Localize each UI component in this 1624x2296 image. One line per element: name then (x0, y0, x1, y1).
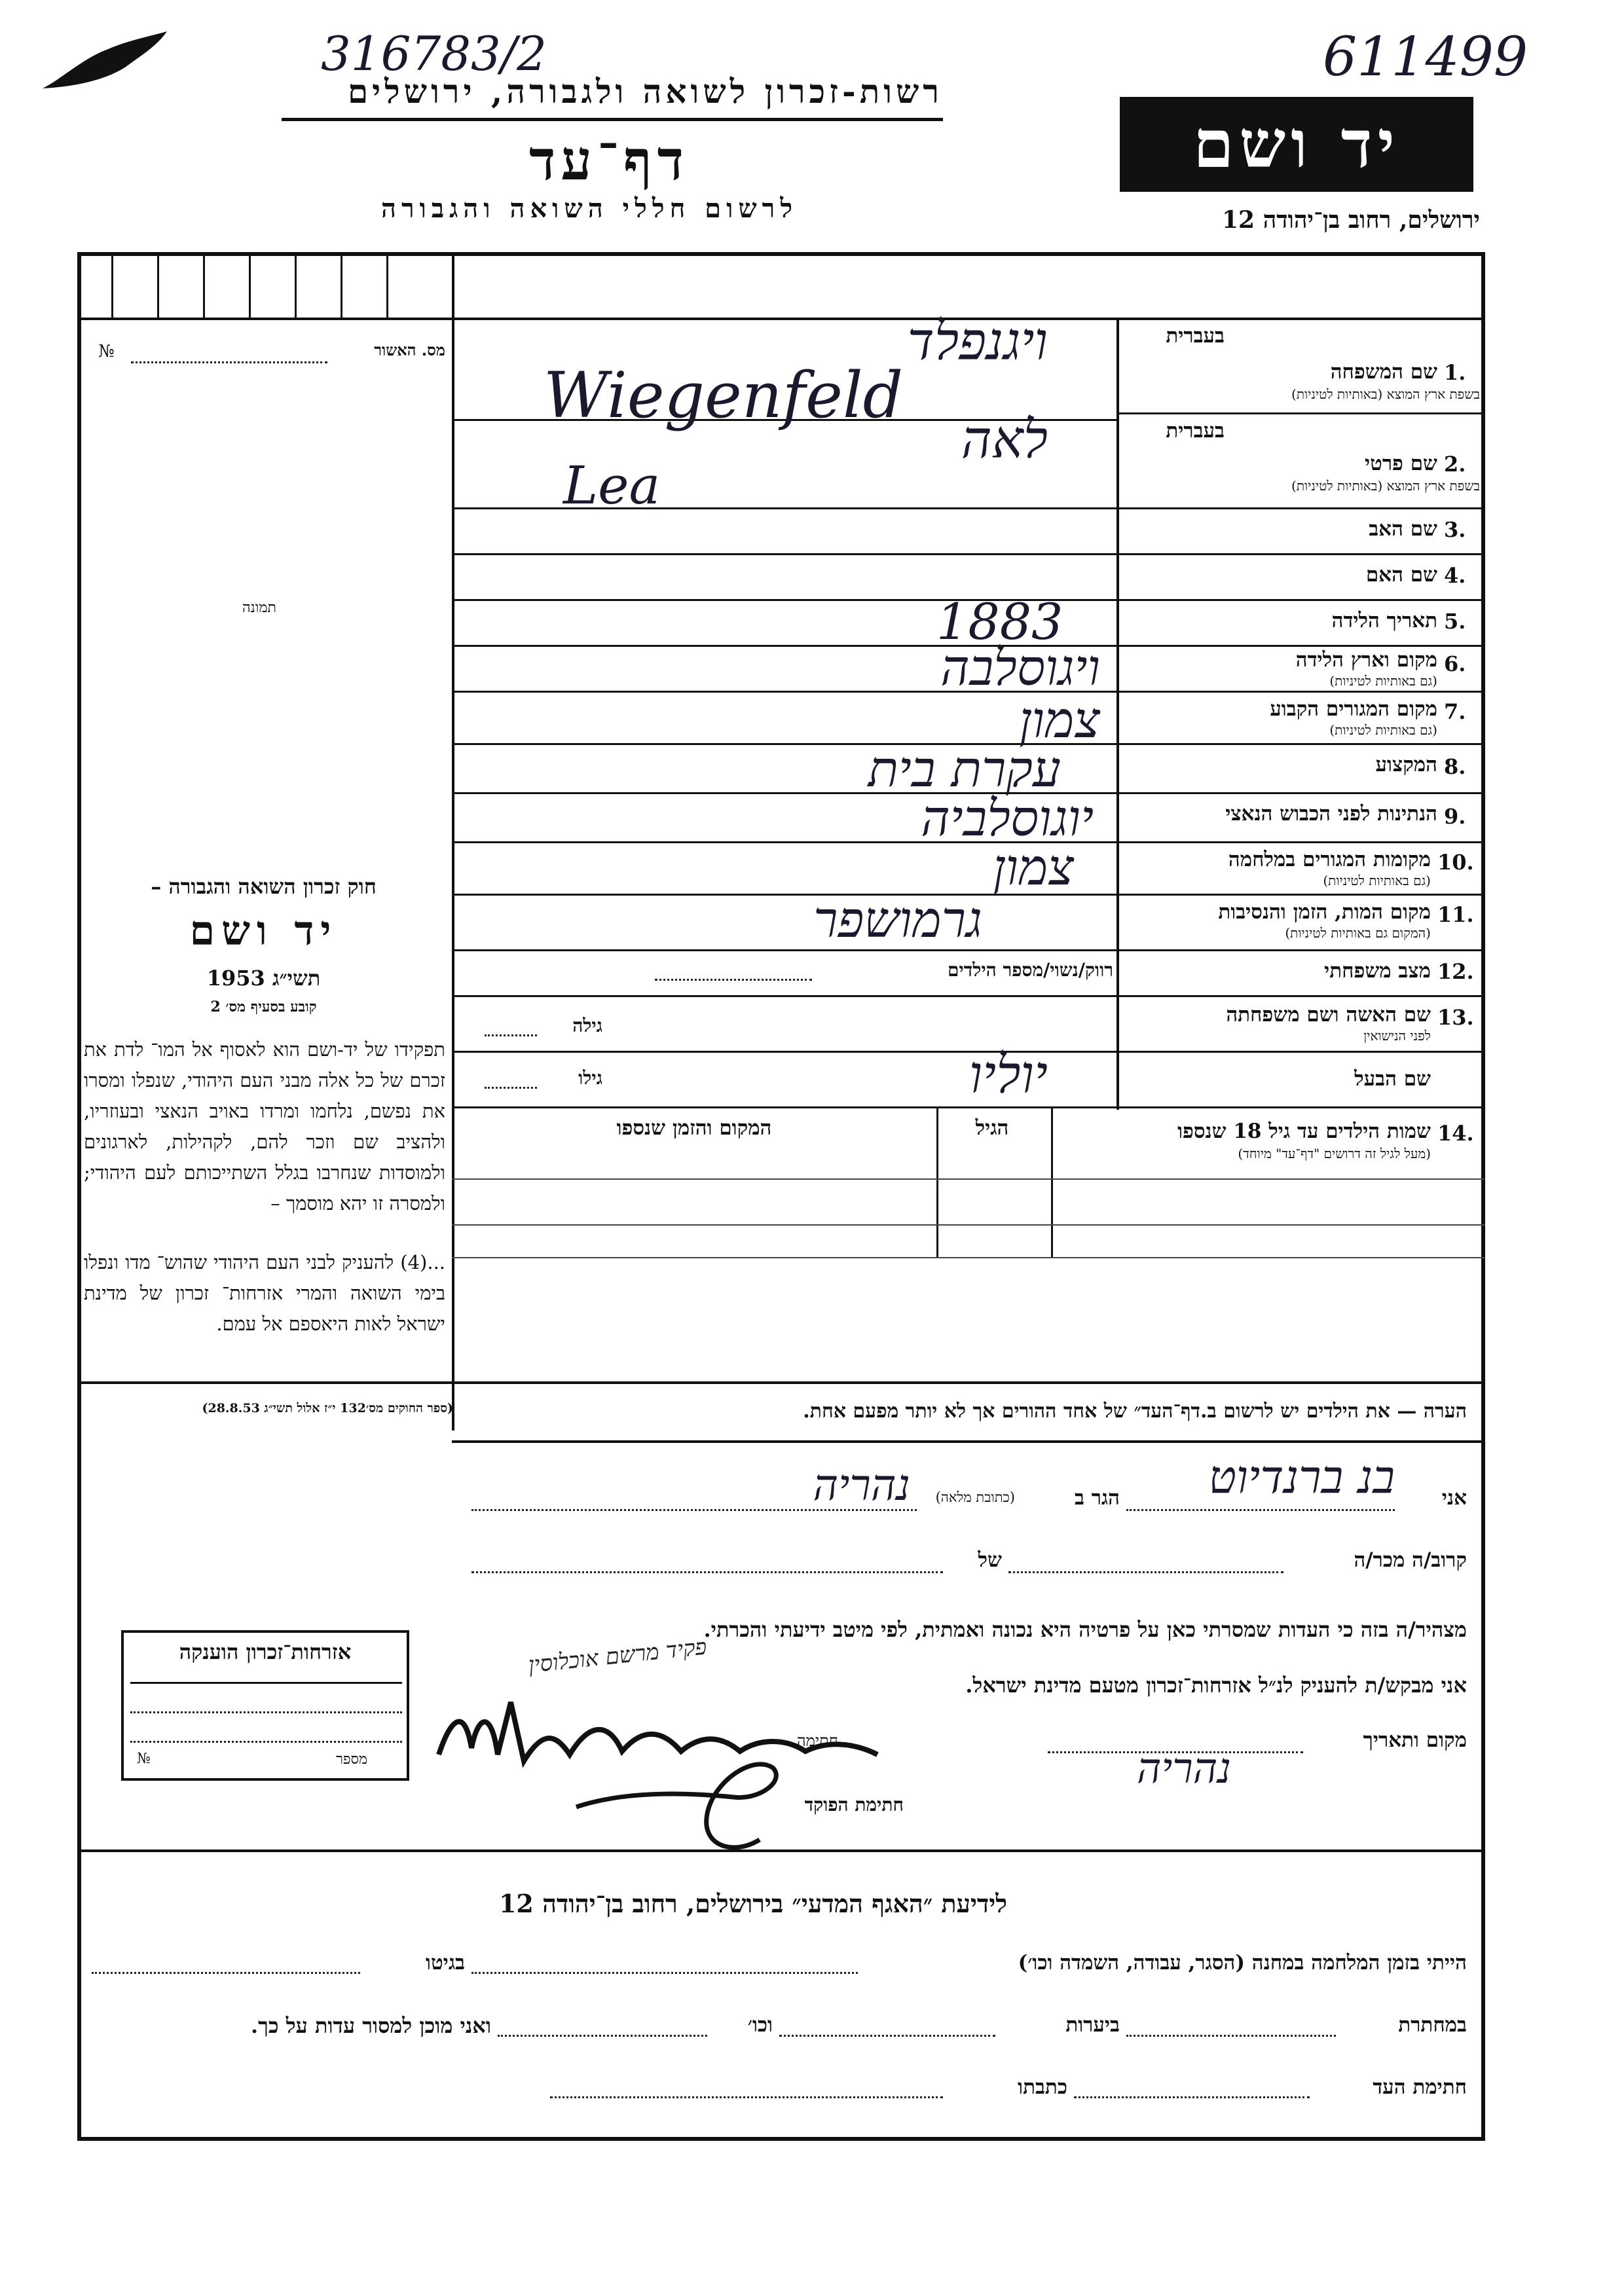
field-6-value[interactable]: ויגוסלבה (940, 638, 1100, 697)
ghetto-field[interactable] (92, 1972, 360, 1974)
field-2-value-hebrew[interactable]: לאה (961, 409, 1048, 470)
field-10-value[interactable]: צמון (993, 838, 1074, 896)
declaration-i-label: אני (1441, 1486, 1467, 1510)
field-13-sub: לפני הנישואין (1363, 1028, 1431, 1044)
field-3-label: שם האב (1369, 517, 1437, 541)
field-11-label: מקום המות, הזמן והנסיבות (1218, 900, 1431, 924)
field-2-label: שם פרטי (1364, 452, 1437, 475)
citizenship-line[interactable] (130, 1711, 402, 1713)
field-1-number: 1. (1444, 360, 1466, 385)
wife-age-field[interactable] (485, 1034, 537, 1036)
citizenship-no-sign: № (137, 1751, 151, 1767)
address-hint: (כתובת מלאה) (935, 1489, 1015, 1505)
relative-label: קרוב/ה מכר/ה (1354, 1548, 1467, 1572)
field-6-sub: (גם באותיות לטיניות) (1329, 673, 1437, 689)
field-2-number: 2. (1444, 452, 1466, 477)
field-9-number: 9. (1444, 804, 1466, 829)
law-clause: קובע בסעיף מס׳ 2 (210, 998, 317, 1015)
officer-stamp: פקיד מרשם אוכלוסין (527, 1633, 709, 1679)
law-citation: (ספר החוקים מס׳132 י״ז אלול תשי״ג 28.8.53) (202, 1401, 453, 1415)
strip-cell (295, 252, 297, 318)
row-line (452, 949, 1485, 951)
witness-signature-field[interactable] (1074, 2096, 1310, 2098)
citizenship-line[interactable] (130, 1741, 402, 1743)
note-text: הערה — את הילדים יש לרשום ב.דף־העד״ של אחד ההורים אך לא יותר מפעם אחת. (803, 1400, 1467, 1423)
field-13-label: שם האשה ושם משפחתה (1226, 1003, 1431, 1027)
field-11-number: 11. (1437, 902, 1474, 927)
note-bottom-line (452, 1440, 1485, 1443)
children-row-line (452, 1224, 1485, 1226)
signature-label: חתימה (796, 1732, 838, 1750)
footer-witness-signature-label: חתימת העד (1373, 2075, 1467, 2099)
citizenship-box (121, 1630, 409, 1781)
relative-field[interactable] (1008, 1571, 1283, 1573)
field-8-label: המקצוע (1375, 753, 1437, 776)
officer-signature (563, 1755, 812, 1859)
field-3-number: 3. (1444, 517, 1466, 542)
approval-label: מס. האשור (374, 340, 445, 359)
approval-number-field[interactable] (131, 361, 327, 363)
footer-forests-label: ביערות (1065, 2013, 1120, 2037)
field-6-number: 6. (1444, 651, 1466, 676)
field-2-sub: בשפת ארץ המוצא (באותיות לטיניות) (1291, 478, 1480, 494)
field-14-label: שמות הילדים עד גיל 18 שנספו (1177, 1120, 1431, 1143)
field-12-number: 12. (1437, 959, 1474, 984)
label-column-divider (1116, 318, 1119, 1110)
reference-number: 316783/2 (321, 26, 547, 81)
organization-line: רשות-זכרון לשואה ולגבורה, ירושלים (347, 72, 943, 111)
field-11-value[interactable]: גרמושפר (813, 890, 982, 949)
footer-ghetto-label: בגיטו (426, 1951, 465, 1975)
footer-heading: לידיעת ״האגף המדעי״ בירושלים, רחוב בן־יהודה 12 (498, 1889, 1008, 1918)
field-5-number: 5. (1444, 609, 1466, 634)
field-5-value[interactable]: 1883 (936, 592, 1063, 651)
field-10-sub: (גם באותיות לטיניות) (1323, 873, 1431, 888)
field-14-number: 14. (1437, 1121, 1474, 1146)
of-label: של (978, 1548, 1002, 1572)
field-10-label: מקומות המגורים במלחמה (1228, 848, 1431, 871)
declare-text: מצהיר/ה בזה כי העדות שמסרתי כאן על פרטיה היא נכונה ואמתית, לפי מיטב ידיעתי והכרתי. (703, 1617, 1467, 1642)
officer-signature-label: חתימת הפוקד (804, 1794, 904, 1815)
footer-etc-label: וכו׳ (747, 2013, 773, 2037)
footer-line1-label: הייתי בזמן המלחמה במחנה (הסגר, עבודה, השמדה וכו׳) (1018, 1951, 1467, 1975)
children-row-line (452, 1178, 1485, 1180)
field-13-number: 13. (1437, 1005, 1474, 1030)
place-date-value[interactable]: נהריה (1136, 1745, 1231, 1793)
declarant-address[interactable]: נהריה (813, 1460, 910, 1510)
photo-area[interactable] (85, 380, 445, 838)
footer-willing-label: ואני מוכן למסור עדות על כך. (250, 2013, 491, 2038)
forests-field[interactable] (779, 2035, 995, 2037)
children-col-place-time: המקום והזמן שנספו (616, 1116, 772, 1140)
field-10-number: 10. (1437, 850, 1474, 875)
residing-label: הגר ב (1074, 1486, 1120, 1510)
field-14-sub: (מעל לגיל זה דרושים "דף־עד" מיוחד) (1238, 1146, 1431, 1161)
logo-text: יד ושם (1193, 105, 1400, 183)
children-col-age: הגיל (975, 1116, 1009, 1140)
org-underline (282, 118, 943, 121)
law-year: תשי״ג 1953 (206, 966, 321, 991)
citizenship-box-title: אזרחות־זכרון הוענקה (179, 1639, 352, 1664)
field-1-label: שם המשפחה (1330, 360, 1437, 384)
strip-cell (157, 252, 159, 318)
row-line (1116, 412, 1485, 414)
field-5-label: תאריך הלידה (1331, 609, 1437, 632)
address-text: ירושלים, רחוב בן־יהודה 12 (1221, 206, 1480, 234)
field-8-value[interactable]: עקרת בית (868, 740, 1061, 798)
strip-cell (111, 252, 113, 318)
form-title: דף־עד (528, 128, 689, 192)
strip-cell (203, 252, 205, 318)
children-col-divider (1051, 1106, 1053, 1257)
field-1-value-hebrew[interactable]: ויגנפלד (907, 311, 1048, 372)
field-7-value[interactable]: צמון (1019, 691, 1100, 749)
field-7-label: מקום המגורים הקבוע (1270, 697, 1437, 721)
children-count-field[interactable] (655, 979, 812, 981)
husband-age-label: גילו (578, 1067, 602, 1089)
wife-age-label: גילה (572, 1015, 602, 1036)
law-text-clause-4: ...(4) להעניק לבני העם היהודי שהוש־ מדו ונפלו בימי השואה והמרי אזרחות־ זכרון של מדינת ישראל לאות היאספם אל עמם. (84, 1251, 445, 1335)
row-line (452, 553, 1485, 555)
strip-cell (249, 252, 251, 318)
of-field[interactable] (471, 1571, 943, 1573)
ink-blot-mark (36, 26, 174, 98)
camp-field[interactable] (471, 1972, 858, 1974)
declarant-name-field[interactable] (1126, 1509, 1395, 1511)
row-line (452, 1106, 1485, 1108)
field-6-label: מקום וארץ הלידה (1295, 648, 1437, 672)
strip-cell (341, 252, 342, 318)
footer-top-line (77, 1850, 1485, 1852)
field-12-label: מצב משפחתי (1324, 959, 1431, 983)
field-8-number: 8. (1444, 754, 1466, 779)
footer-underground-label: במחתרת (1398, 2013, 1467, 2037)
field-2-value-latin[interactable]: Lea (563, 455, 661, 516)
declarant-address-field[interactable] (471, 1509, 917, 1511)
field-1-sub: בשפת ארץ המוצא (באותיות לטיניות) (1291, 386, 1480, 402)
form-subtitle: לרשום חללי השואה והגבורה (380, 193, 798, 224)
field-11-sub: (המקום גם באותיות לטיניות) (1285, 925, 1431, 941)
row-line (452, 995, 1485, 997)
etc-field[interactable] (498, 2035, 707, 2037)
top-right-number: 611499 (1323, 26, 1528, 88)
place-date-label: מקום ותאריך (1363, 1728, 1467, 1752)
field-9-label: הנתינות לפני הכבוש הנאצי (1225, 802, 1437, 826)
husband-label: שם הבעל (1354, 1067, 1431, 1091)
declarant-name[interactable]: בנ ברנדיוט (1208, 1450, 1395, 1504)
field-2-hebrew-tag: בעברית (1166, 419, 1225, 443)
strip-cell (386, 252, 388, 318)
law-text: תפקידו של יד-ושם הוא לאסוף אל המו־ לדת את זכרם של כל אלה מבני העם היהודי, שנפלו ומסרו את נפשם, נלחמו ומרדו באויב הנאצי ובעוזריו, ולהציב שם וזכר להם, לקהילות, לארגונים ולמוסדות שנחרבו בגלל השתייכותם לעם היהודי; ולמסרה זו יהא מוסמך – (84, 1038, 445, 1214)
law-name: יד ושם (189, 907, 338, 955)
field-4-label: שם האם (1365, 563, 1437, 587)
children-row-line (452, 1257, 1485, 1258)
field-12-inline-label: רווק/נשוי/מספר הילדים (947, 959, 1113, 981)
field-9-value[interactable]: יוגוסלביה (921, 789, 1094, 847)
field-1-value-latin[interactable]: Wiegenfeld (544, 359, 904, 432)
request-text: אני מבקש/ת להעניק לנ״ל אזרחות־זכרון מטעם מדינת ישראל. (965, 1673, 1467, 1698)
husband-value[interactable]: יוליו (969, 1044, 1048, 1105)
note-top-line (77, 1381, 1485, 1384)
field-7-sub: (גם באותיות לטיניות) (1329, 722, 1437, 738)
footer-address-label: כתבתו (1018, 2075, 1067, 2099)
photo-label: תמונה (242, 600, 276, 616)
citizenship-number-label: מספר (336, 1751, 367, 1768)
field-4-number: 4. (1444, 563, 1466, 588)
witness-address-field[interactable] (550, 2096, 943, 2098)
law-title: חוק זכרון השואה והגבורה – (151, 874, 377, 899)
approval-no-sign: № (98, 342, 115, 361)
yad-vashem-logo (1120, 97, 1473, 192)
underground-field[interactable] (1126, 2035, 1336, 2037)
husband-age-field[interactable] (485, 1087, 537, 1089)
field-7-number: 7. (1444, 699, 1466, 724)
field-1-hebrew-tag: בעברית (1166, 324, 1225, 348)
